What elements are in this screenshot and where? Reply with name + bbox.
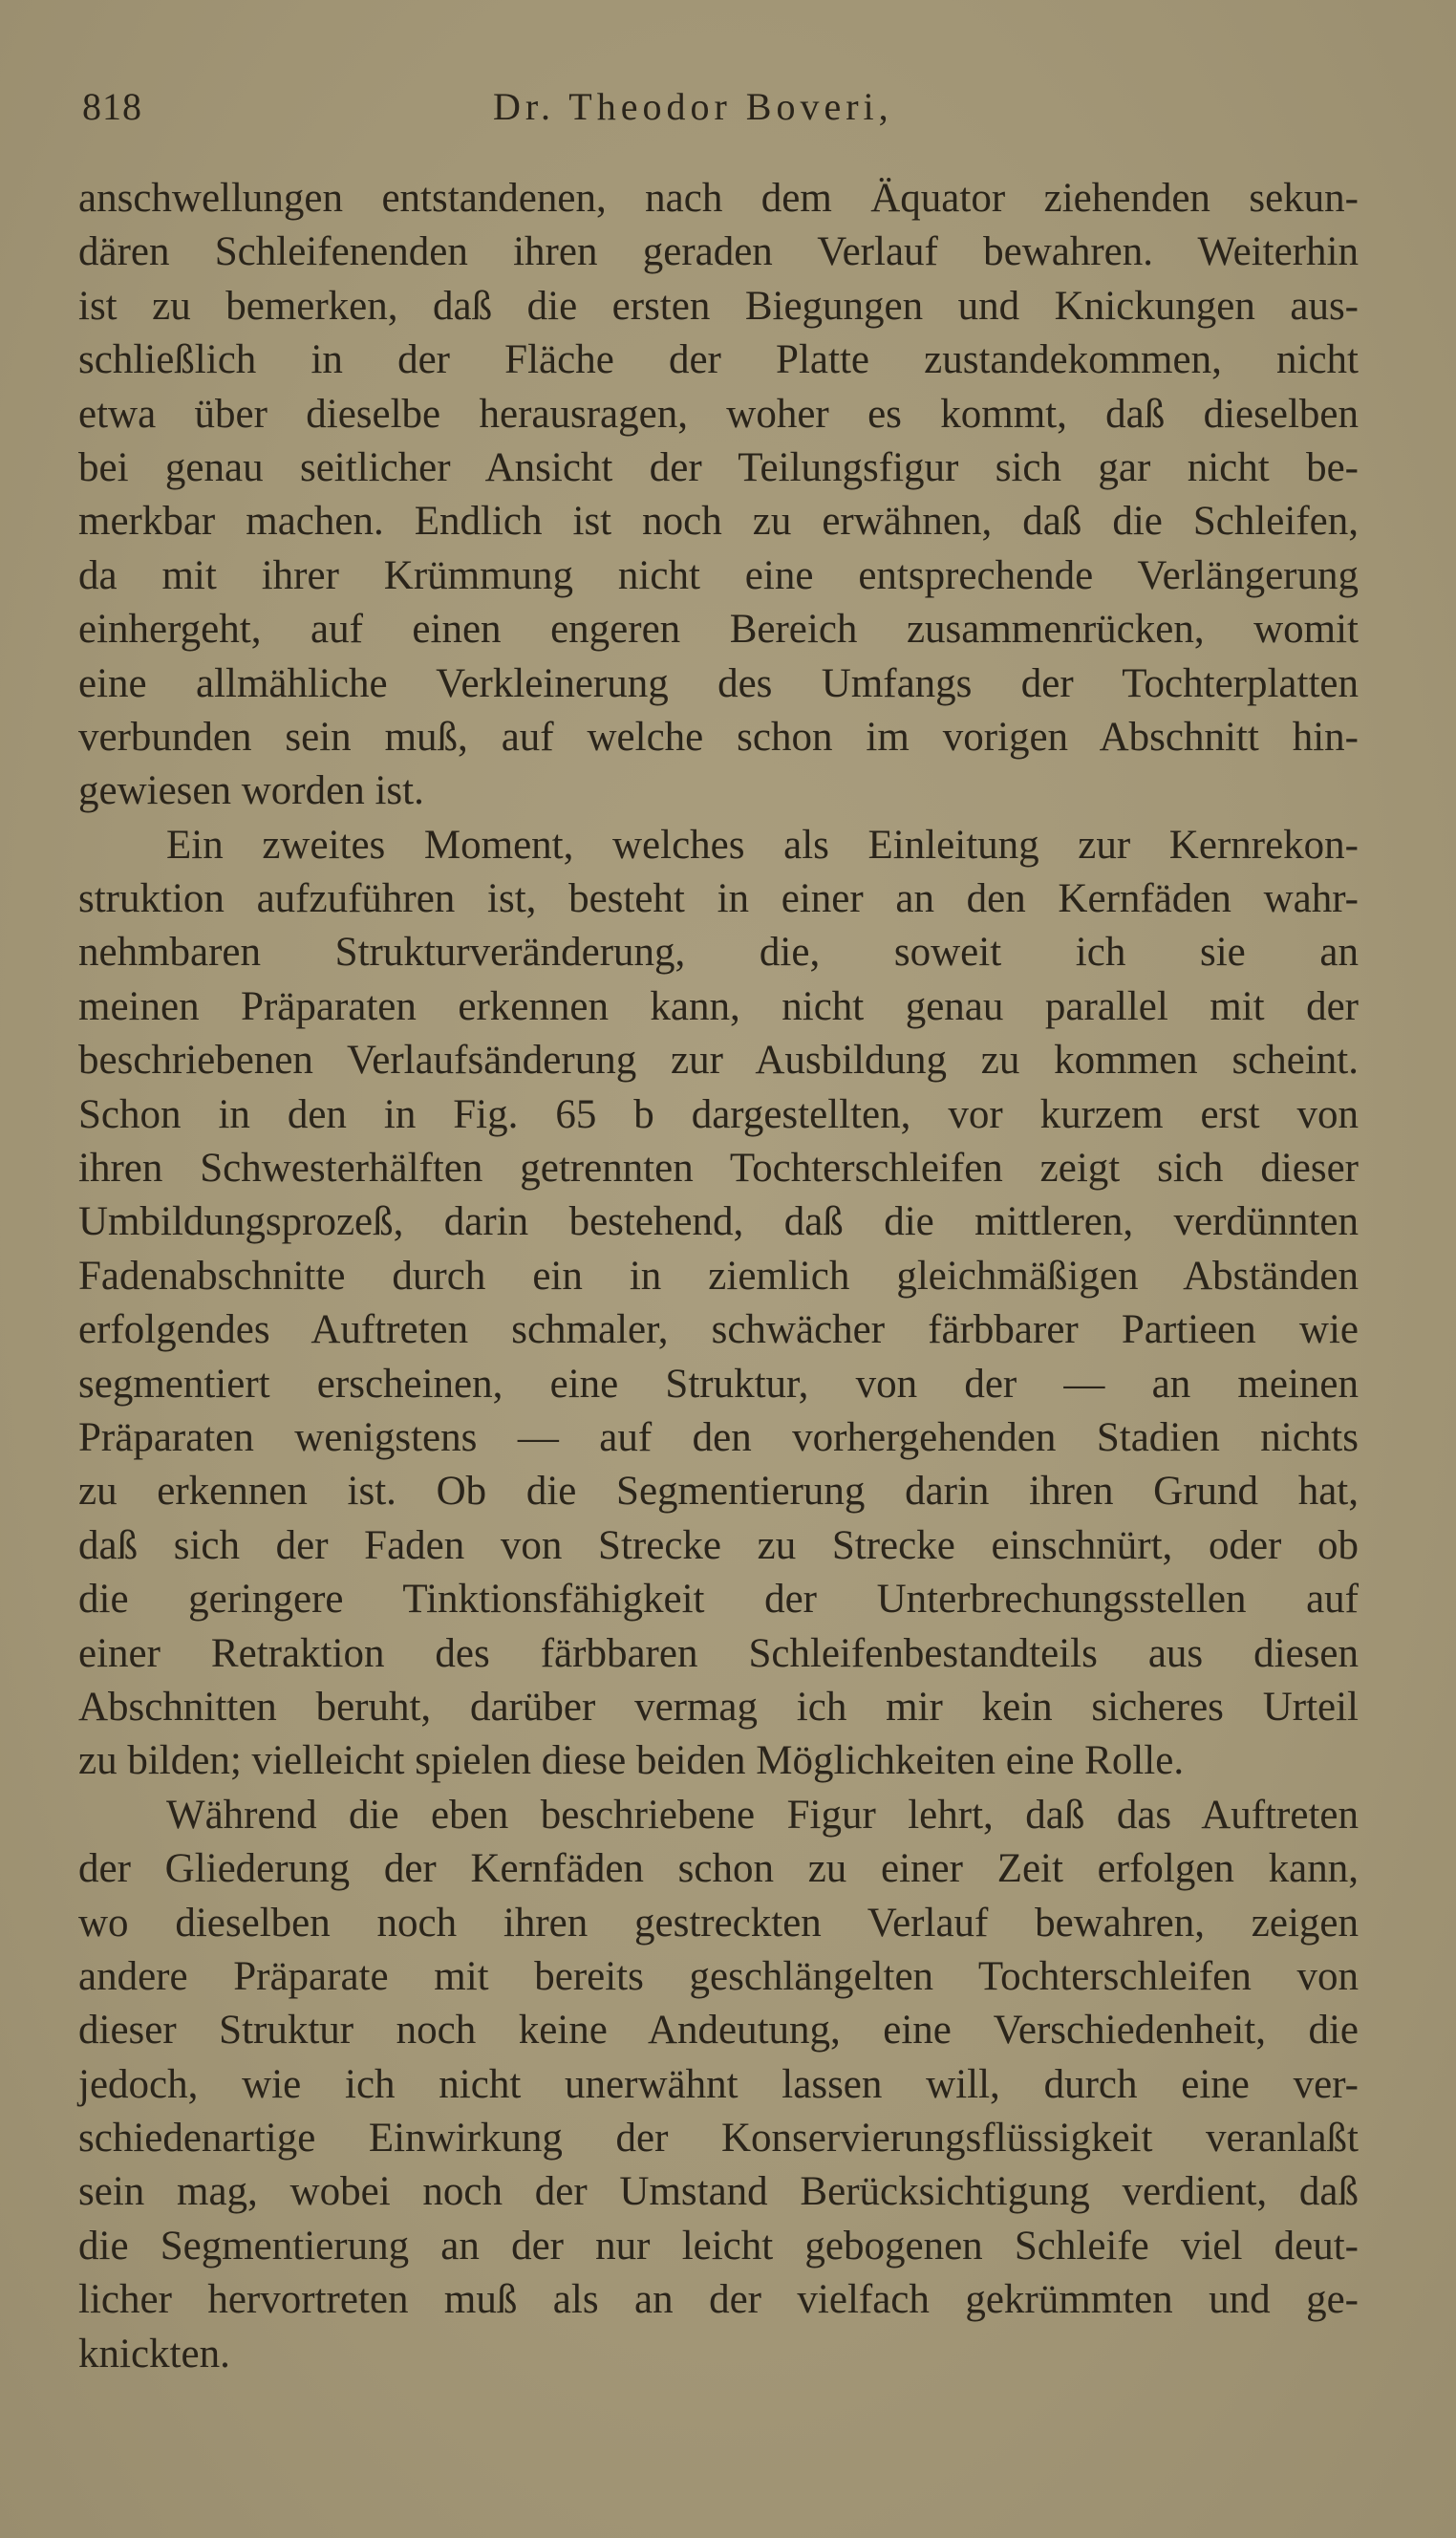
- text-line: struktion aufzuführen ist, besteht in einer an den Kernfäden wahr-: [78, 876, 1359, 922]
- text-line: jedoch, wie ich nicht unerwähnt lassen will, durch eine ver-: [78, 2061, 1359, 2107]
- text-line: meinen Präparaten erkennen kann, nicht genau parallel mit der: [78, 983, 1359, 1029]
- text-line: Abschnitten beruht, darüber vermag ich mir kein sicheres Urteil: [78, 1684, 1359, 1730]
- text-line: Fadenabschnitte durch ein in ziemlich gleichmäßigen Abständen: [78, 1253, 1359, 1299]
- text-line: Präparaten wenigstens — auf den vorhergehenden Stadien nichts: [78, 1414, 1359, 1460]
- text-line: dieser Struktur noch keine Andeutung, eine Verschiedenheit, die: [78, 2008, 1359, 2054]
- text-line: schließlich in der Fläche der Platte zustandekommen, nicht: [78, 337, 1359, 383]
- text-line: einhergeht, auf einen engeren Bereich zusammenrücken, womit: [78, 607, 1359, 653]
- text-line: einer Retraktion des färbbaren Schleifenbestandteils aus diesen: [78, 1630, 1359, 1676]
- text-line: Während die eben beschriebene Figur lehrt, daß das Auftreten: [166, 1792, 1359, 1838]
- text-line: etwa über dieselbe herausragen, woher es kommt, daß dieselben: [78, 391, 1359, 437]
- text-line: beschriebenen Verlaufsänderung zur Ausbildung zu kommen scheint.: [78, 1038, 1359, 1084]
- text-line: ihren Schwesterhälften getrennten Tochterschleifen zeigt sich dieser: [78, 1146, 1359, 1192]
- running-head: Dr. Theodor Boveri,: [493, 85, 893, 128]
- text-line: ist zu bemerken, daß die ersten Biegungen und Knickungen aus-: [78, 283, 1359, 329]
- text-line: eine allmähliche Verkleinerung des Umfangs der Tochterplatten: [78, 660, 1359, 706]
- paragraph-2: [78, 819, 1359, 1789]
- page-number: 818: [82, 85, 142, 128]
- text-line: bei genau seitlicher Ansicht der Teilungsfigur sich gar nicht be-: [78, 444, 1359, 490]
- paragraph-3: [78, 1789, 1359, 2381]
- text-line: Schon in den in Fig. 65 b dargestellten, vor kurzem erst von: [78, 1091, 1359, 1137]
- text-line: wo dieselben noch ihren gestreckten Verlauf bewahren, zeigen: [78, 1900, 1359, 1946]
- text-line: Umbildungsprozeß, darin bestehend, daß die mittleren, verdünnten: [78, 1199, 1359, 1245]
- text-line: die geringere Tinktionsfähigkeit der Unterbrechungsstellen auf: [78, 1577, 1359, 1623]
- text-line: daß sich der Faden von Strecke zu Strecke einschnürt, oder ob: [78, 1522, 1359, 1568]
- text-line: schiedenartige Einwirkung der Konservierungsflüssigkeit veranlaßt: [78, 2116, 1359, 2162]
- text-line: Ein zweites Moment, welches als Einleitung zur Kernrekon-: [166, 822, 1359, 868]
- text-line: verbunden sein muß, auf welche schon im vorigen Abschnitt hin-: [78, 714, 1359, 760]
- page-header: [82, 84, 1362, 141]
- text-line: die Segmentierung an der nur leicht gebogenen Schleife viel deut-: [78, 2223, 1359, 2269]
- text-line: zu bilden; vielleicht spielen diese beiden Möglichkeiten eine Rolle.: [78, 1738, 1185, 1784]
- text-line: sein mag, wobei noch der Umstand Berücksichtigung verdient, daß: [78, 2169, 1359, 2215]
- text-line: knickten.: [78, 2331, 230, 2377]
- text-line: nehmbaren Strukturveränderung, die, soweit ich sie an: [78, 930, 1359, 976]
- text-line: anschwellungen entstandenen, nach dem Äquator ziehenden sekun-: [78, 176, 1359, 221]
- text-line: dären Schleifenenden ihren geraden Verlauf bewahren. Weiterhin: [78, 229, 1359, 275]
- text-line: der Gliederung der Kernfäden schon zu einer Zeit erfolgen kann,: [78, 1846, 1359, 1892]
- text-line: zu erkennen ist. Ob die Segmentierung darin ihren Grund hat,: [78, 1469, 1359, 1515]
- text-line: segmentiert erscheinen, eine Struktur, von der — an meinen: [78, 1361, 1359, 1407]
- text-line: erfolgendes Auftreten schmaler, schwächer färbbarer Partieen wie: [78, 1307, 1359, 1353]
- text-line: da mit ihrer Krümmung nicht eine entsprechende Verlängerung: [78, 552, 1359, 598]
- text-line: merkbar machen. Endlich ist noch zu erwähnen, daß die Schleifen,: [78, 499, 1359, 545]
- text-line: andere Präparate mit bereits geschlängelten Tochterschleifen von: [78, 1953, 1359, 1999]
- body-text: [78, 172, 1359, 2381]
- text-line: licher hervortreten muß als an der vielfach gekrümmten und ge-: [78, 2277, 1359, 2323]
- paragraph-1: [78, 172, 1359, 819]
- text-line: gewiesen worden ist.: [78, 768, 424, 814]
